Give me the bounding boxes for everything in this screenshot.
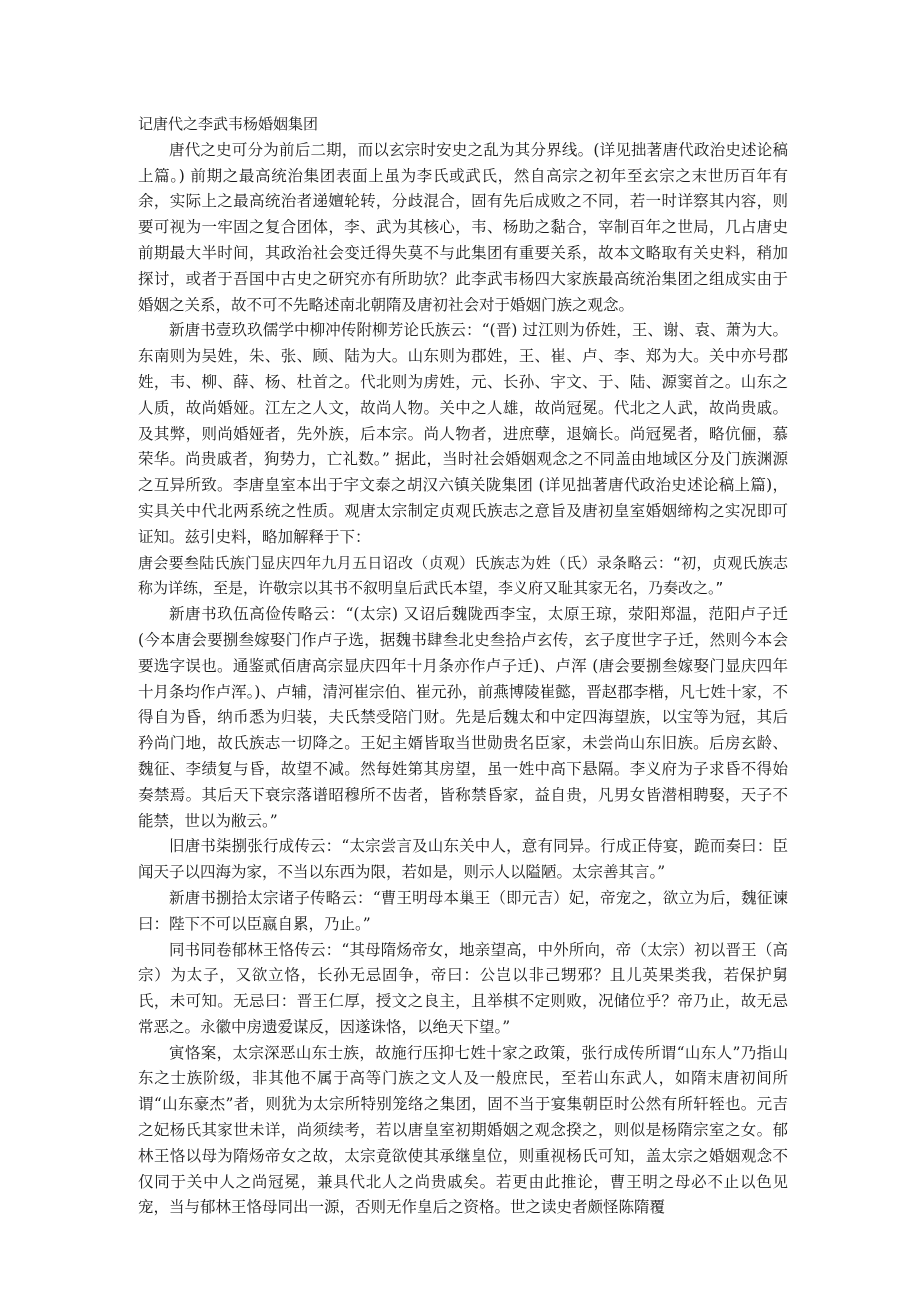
paragraph-commentary: 寅恪案，太宗深恶山东士族，故施行压抑七姓十家之政策，张行成传所谓“山东人”乃指山东之士族阶级，非其他不属于高等门族之文人及一般庶民，至若山东武人，如隋末唐初间所谓“山东豪杰”者，则犹为太宗所特别笼络之集团，固不当于宴集朝臣时公然有所轩轾也。元吉之妃杨氏其家世未详，尚须续考，若以唐皇室初期婚姻之观念揆之，则似是杨隋宗室之女。郁林王恪以母为隋炀帝女之故，太宗竟欲使其承继皇位，则重视杨氏可知，盖太宗之婚姻观念不仅同于关中人之尚冠冕，兼具代北人之尚贵戚矣。若更由此推论，曹王明之母必不止以色见宠，当与郁林王恪母同出一源，否则无作皇后之资格。世之读史者颇怪陈隋覆 [138,1043,788,1217]
document-title: 记唐代之李武韦杨婚姻集团 [138,115,319,133]
paragraph-gao-jian: 新唐书玖伍高俭传略云：“(太宗) 又诏后魏陇西李宝，太原王琼，荥阳郑温，范阳卢子迁 (今本唐会要捌叁嫁娶门作卢子选，据魏书肆叁北史叁拾卢玄传，玄子度世字子迁，然则今本会要选字误也。通鉴贰佰唐高宗显庆四年十月条亦作卢子迁)、卢浑 (唐会要捌叁嫁娶门显庆四年十月条均作卢浑。)、卢辅，清河崔宗伯、崔元孙，前燕博陵崔懿，晋赵郡李楷，凡七姓十家，不得自为昏，纳币悉为归装，夫氏禁受陪门财。先是后魏太和中定四海望族，以宝等为冠，其后矜尚门地，故氏族志一切降之。王妃主婿皆取当世勋贵名臣家，未尝尚山东旧族。后房玄龄、魏征、李绩复与昏，故望不减。然每姓第其房望，虽一姓中高下悬隔。李义府为子求昏不得始奏禁焉。其后天下衰宗落谱昭穆所不齿者，皆称禁昏家，益自贵，凡男女皆潜相聘娶，天子不能禁，世以为敝云。” [138,605,788,830]
paragraph-yulin-wang: 同书同卷郁林王恪传云：“其母隋炀帝女，地亲望高，中外所向，帝（太宗）初以晋王（高宗）为太子，又欲立恪，长孙无忌固争，帝曰：公岂以非己甥邪？且儿英果类我，若保护舅氏，未可知。无忌曰：晋王仁厚，授文之良主，且举棋不定则败，况储位乎？帝乃止，故无忌常恶之。永徽中房遗爱谋反，因遂诛恪，以绝天下望。” [138,940,788,1036]
paragraph-tang-huiyao: 唐会要叁陆氏族门显庆四年九月五日诏改（贞观）氏族志为姓（氏）录条略云：“初，贞观氏族志称为详练，至是，许敬宗以其书不叙明皇后武氏本望，李义府又耻其家无名，乃奏改之。” [138,553,788,598]
paragraph-taizong-sons: 新唐书捌拾太宗诸子传略云：“曹王明母本巢王（即元吉）妃，帝宠之，欲立为后，魏征谏曰：陛下不可以臣嬴自累，乃止。” [138,888,788,933]
paragraph-liu-fang: 新唐书壹玖玖儒学中柳冲传附柳芳论氏族云：“(晋) 过江则为侨姓，王、谢、袁、萧为大。东南则为吴姓，朱、张、顾、陆为大。山东则为郡姓，王、崔、卢、李、郑为大。关中亦号郡姓，韦、柳、薛、杨、杜首之。代北则为虏姓，元、长孙、宇文、于、陆、源窦首之。山东之人质，故尚婚娅。江左之人文，故尚人物。关中之人雄，故尚冠冕。代北之人武，故尚贵戚。及其弊，则尚婚娅者，先外族，后本宗。尚人物者，进庶孽，退嫡长。尚冠冕者，略伉俪，慕荣华。尚贵戚者，狥势力，亡礼数。” 据此，当时社会婚姻观念之不同盖由地域区分及门族渊源之互异所致。李唐皇室本出于宇文泰之胡汉六镇关陇集团 (详见拙著唐代政治史述论稿上篇)，实具关中代北两系统之性质。观唐太宗制定贞观氏族志之意旨及唐初皇室婚姻缔构之实况即可证知。兹引史料，略加解释于下： [138,321,788,546]
paragraph-zhang-xingcheng: 旧唐书柒捌张行成传云：“太宗尝言及山东关中人，意有同异。行成正侍宴，跪而奏曰：臣闻天子以四海为家，不当以东西为限，若如是，则示人以隘陋。太宗善其言。” [138,837,788,882]
paragraph-intro: 唐代之史可分为前后二期，而以玄宗时安史之乱为其分界线。(详见拙著唐代政治史述论稿上篇。) 前期之最高统治集团表面上虽为李氏或武氏，然自高宗之初年至玄宗之末世历百年有余，实际上之最高统治者递嬗轮转，分歧混合，固有先后成败之不同，若一时详察其内容，则要可视为一牢固之复合团体，李、武为其核心，韦、杨助之黏合，宰制百年之世局，几占唐史前期最大半时间，其政治社会变迁得失莫不与此集团有重要关系，故本文略取有关史料，稍加探讨，或者于吾国中古史之研究亦有所助欤？此李武韦杨四大家族最高统治集团之组成实由于婚姻之关系，故不可不先略述南北朝隋及唐初社会对于婚姻门族之观念。 [138,140,788,314]
document-page [138,112,788,1221]
